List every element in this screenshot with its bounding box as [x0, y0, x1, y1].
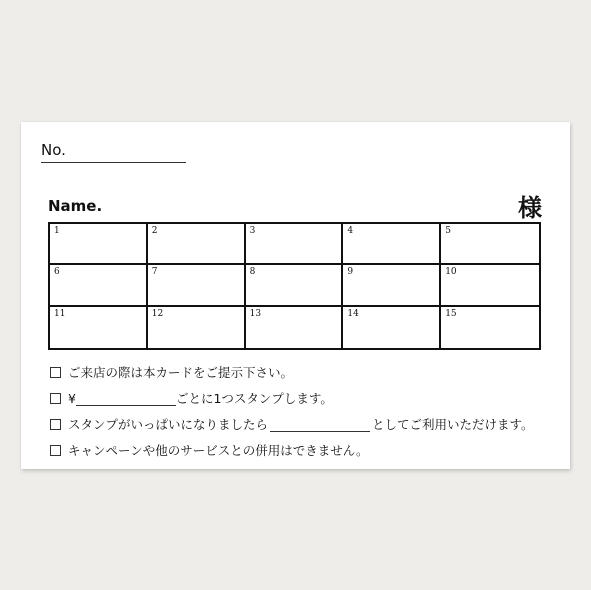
stamp-number: 14 [347, 308, 359, 319]
note-item [50, 411, 534, 437]
amount-blank [76, 391, 176, 406]
stamp-number: 15 [445, 308, 457, 319]
stamp-cell [50, 265, 148, 306]
stamp-number: 1 [54, 226, 60, 236]
stamp-number: 8 [249, 267, 256, 278]
stamp-cell [50, 224, 148, 265]
stamp-number: 6 [54, 267, 60, 278]
honorific-label: 様 [518, 194, 542, 222]
checkbox-icon [50, 419, 61, 430]
stamp-cell [50, 307, 148, 348]
stamp-number: 12 [151, 308, 164, 319]
checkbox-icon [50, 393, 61, 404]
note-text: スタンプがいっぱいになりましたら [68, 417, 269, 432]
stamp-cell [148, 265, 246, 306]
stamp-number: 13 [249, 308, 262, 319]
notes-list [50, 359, 534, 463]
stamp-number: 3 [249, 226, 256, 236]
stamp-number: 2 [151, 226, 158, 236]
stamp-cell [441, 224, 539, 265]
stamp-cell [148, 224, 246, 265]
stamp-cell [343, 265, 441, 306]
stamp-number: 10 [445, 267, 457, 278]
note-text: ご来店の際は本カードをご提示下さい。 [68, 365, 294, 380]
stamp-cell [148, 307, 246, 348]
stamp-cell [343, 307, 441, 348]
card-number-label: No. [41, 141, 66, 159]
note-item [50, 385, 534, 411]
checkbox-icon [50, 445, 61, 456]
stamp-number: 7 [151, 267, 158, 278]
note-text: としてご利用いただけます。 [372, 417, 534, 432]
note-item [50, 359, 534, 385]
stamp-cell [246, 265, 344, 306]
stamp-cell [441, 265, 539, 306]
stamp-number: 11 [54, 308, 66, 319]
note-item [50, 437, 534, 463]
stamp-number: 4 [347, 226, 354, 236]
stamp-cell [343, 224, 441, 265]
reward-blank [270, 417, 370, 432]
card-number-field [41, 140, 186, 163]
point-card [21, 122, 570, 469]
stamp-number: 9 [347, 267, 354, 278]
name-label: Name. [48, 197, 103, 215]
stamp-cell [246, 224, 344, 265]
yen-sign: ¥ [68, 390, 76, 406]
note-text: ごとに1つスタンプします。 [175, 391, 333, 406]
stamp-number: 5 [445, 226, 451, 236]
stamp-cell [246, 307, 344, 348]
note-text: キャンペーンや他のサービスとの併用はできません。 [68, 443, 369, 458]
stamp-cell [441, 307, 539, 348]
stamp-grid [48, 222, 541, 350]
checkbox-icon [50, 367, 61, 378]
